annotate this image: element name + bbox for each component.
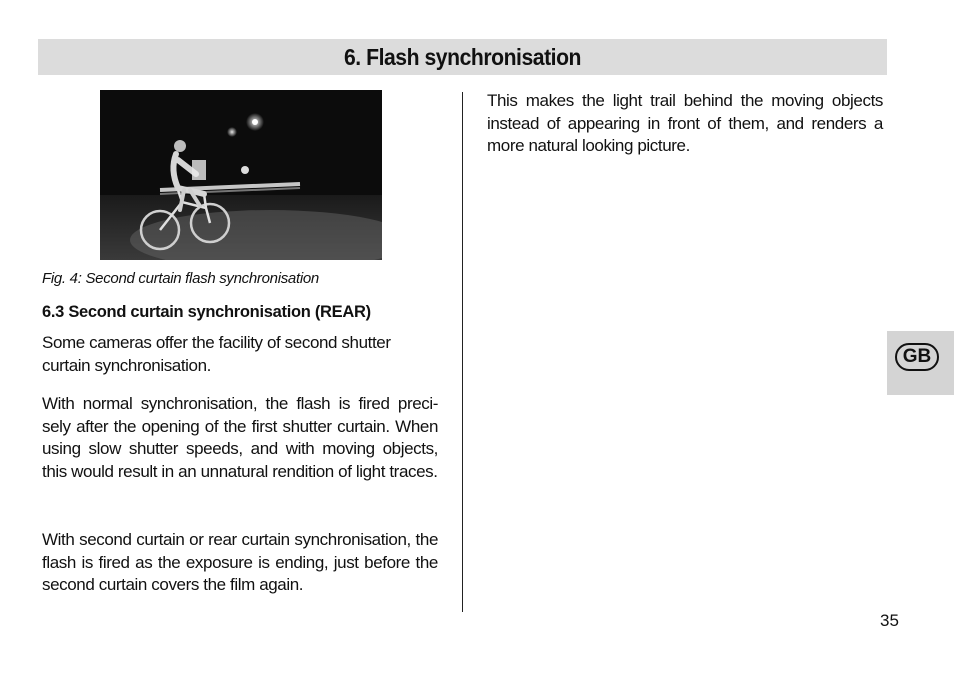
paragraph-intro: Some cameras offer the facility of second shutter curtain synchronisation. xyxy=(42,333,391,375)
header-bar xyxy=(38,39,887,75)
column-divider xyxy=(462,92,463,612)
cyclist-night-illustration xyxy=(100,90,382,260)
language-tab xyxy=(887,331,954,395)
page-number: 35 xyxy=(880,611,899,630)
figure-caption: Fig. 4: Second curtain flash synchronisation xyxy=(42,270,319,287)
paragraph-rear-sync: With second curtain or rear curtain synchronisation, the flash is fired as the exposure is ending, just before the second curtain covers the film again. xyxy=(42,530,438,595)
paragraph-normal-sync: With normal synchronisation, the flash is fired preci-sely after the opening of the first shutter curtain. When using slow shutter speeds, and with moving objects, this would result in an unnatural rendition of light traces. xyxy=(42,394,438,482)
language-badge-gb: GB xyxy=(895,343,939,371)
page-title: 6. Flash synchronisation xyxy=(343,44,582,70)
section-heading: 6.3 Second curtain synchronisation (REAR) xyxy=(42,303,371,321)
paragraph-light-trail: This makes the light trail behind the moving objects instead of appearing in front of them, and renders a more natural looking picture. xyxy=(487,91,883,156)
cyclist-photo xyxy=(100,90,382,260)
